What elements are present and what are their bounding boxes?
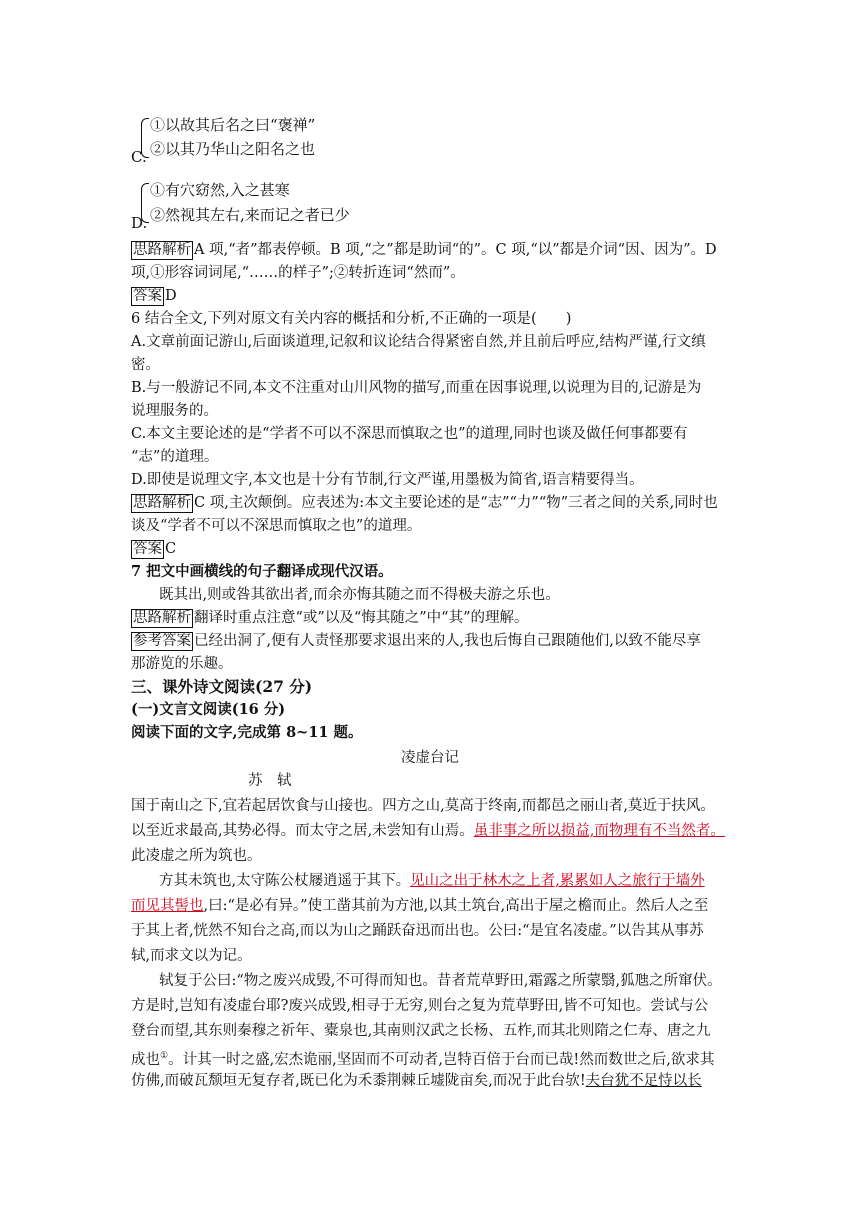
passage-p2-line-2 (131, 896, 708, 916)
analysis-label: 思路解析 (133, 495, 191, 511)
passage-text: 仿佛,而破瓦颓垣无复存者,既已化为禾黍荆棘丘墟陇亩矣,而况于此台欤! (131, 1073, 586, 1089)
option-d-letter: D. (131, 214, 148, 232)
underlined-sentence: 见山之出于林木之上者,累累如人之旅行于墙外 (410, 873, 705, 889)
option-d-line-2: ②然视其左右,来而记之者已少 (150, 206, 350, 224)
option-c-letter: C. (131, 148, 147, 166)
option-c-line-2: ②以其乃华山之阳名之也 (150, 140, 316, 158)
section-subheading: (一)文言文阅读(16 分) (131, 701, 286, 718)
q6-option-a: A.文章前面记游山,后面谈道理,记叙和议论结合得紧密自然,并且前后呼应,结构严谨,行文缜 (131, 334, 706, 350)
passage-text: 成也 (131, 1051, 160, 1068)
option-c-line-1: ①以故其后名之曰“褒禅” (150, 116, 316, 134)
q6-analysis-text: C 项,主次颠倒。应表述为:本文主要论述的是“志”“力”“物”三者之间的关系,同时也 (194, 495, 718, 511)
passage-text: 以至近求最高,其势必得。而太守之居,未尝知有山焉。 (131, 823, 474, 839)
q6-option-c-cont: “志”的道理。 (131, 449, 219, 465)
q7-stem: 7 把文中画横线的句子翻译成现代汉语。 (131, 563, 393, 580)
answer-label: 答案 (133, 541, 162, 557)
section-heading: 三、课外诗文阅读(27 分) (131, 677, 313, 696)
passage-p3-line-4 (131, 1046, 714, 1070)
q6-answer (131, 539, 176, 559)
passage-author: 苏 轼 (248, 773, 292, 789)
passage-p1-line-2 (131, 821, 725, 841)
q5-analysis (131, 240, 717, 260)
analysis-label: 思路解析 (133, 610, 191, 626)
q5-answer-value: D (165, 288, 177, 304)
passage-p3-line-5 (131, 1071, 702, 1091)
q6-analysis (131, 493, 718, 513)
q5-analysis-line-2: 项,①形容词词尾,“……的样子”;②转折连词“然而”。 (131, 265, 465, 281)
passage-p3-line-3: 登台而望,其东则秦穆之祈年、橐泉也,其南则汉武之长杨、五柞,而其北则隋之仁寿、唐之九 (131, 1023, 711, 1039)
passage-p1-line-1: 国于南山之下,宜若起居饮食与山接也。四方之山,莫高于终南,而都邑之丽山者,莫近于扶风。 (131, 798, 715, 814)
passage-p1-line-3: 此凌虚之所为筑也。 (131, 848, 262, 864)
footnote-marker: ① (160, 1051, 169, 1061)
option-d-line-1: ①有穴窈然,入之甚寒 (150, 181, 290, 199)
q7-analysis (131, 608, 528, 628)
passage-text: 方其未筑也,太守陈公杖屦逍遥于其下。 (159, 873, 411, 889)
q6-analysis-line-2: 谈及“学者不可以不深思而慎取之也”的道理。 (131, 518, 422, 534)
q6-answer-value: C (165, 541, 177, 557)
q6-stem: 6 结合全文,下列对原文有关内容的概括和分析,不正确的一项是( ) (131, 311, 572, 327)
passage-p2-line-1 (159, 871, 705, 891)
passage-text: ,曰:“是必有异。”使工凿其前为方池,以其土筑台,高出于屋之檐而止。然后人之至 (203, 898, 709, 914)
q7-sentence: 既其出,则或咎其欲出者,而余亦悔其随之而不得极夫游之乐也。 (159, 587, 560, 603)
answer-label: 答案 (133, 288, 162, 304)
q7-reference-answer (131, 631, 701, 651)
q7-reference-text: 已经出洞了,便有人责怪那要求退出来的人,我也后悔自己跟随他们,以致不能尽享 (194, 633, 701, 649)
section-instruction: 阅读下面的文字,完成第 8~11 题。 (131, 724, 363, 741)
q7-reference-answer-line-2: 那游览的乐趣。 (131, 656, 233, 672)
q5-analysis-text: A 项,“者”都表停顿。B 项,“之”都是助词“的”。C 项,“以”都是介词“因、因为”。D (194, 242, 717, 258)
underlined-sentence: 夫台犹不足恃以长 (585, 1073, 702, 1089)
reference-answer-label: 参考答案 (133, 633, 191, 649)
passage-p2-line-4: 轼,而求文以为记。 (131, 948, 252, 964)
passage-title: 凌虚台记 (401, 750, 459, 766)
q5-answer (131, 286, 177, 306)
passage-p3-line-2: 方是时,岂知有凌虚台耶?废兴成毁,相寻于无穷,则台之复为荒草野田,皆不可知也。尝试与公 (131, 998, 709, 1014)
passage-text: 。计其一时之盛,宏杰诡丽,坚固而不可动者,岂特百倍于台而已哉!然而数世之后,欲求其 (168, 1051, 715, 1068)
q6-option-c: C.本文主要论述的是“学者不可以不深思而慎取之也”的道理,同时也谈及做任何事都要有 (131, 426, 688, 442)
q6-option-b-cont: 说理服务的。 (131, 403, 218, 419)
analysis-label: 思路解析 (133, 242, 191, 258)
q6-option-d: D.即使是说理文字,本文也是十分有节制,行文严谨,用墨极为简省,语言精要得当。 (131, 472, 644, 488)
passage-p2-line-3: 于其上者,恍然不知台之高,而以为山之踊跃奋迅而出也。公曰:“是宜名凌虚。”以告其从事苏 (131, 923, 704, 939)
underlined-sentence: 而见其髻也 (131, 898, 204, 914)
q6-option-b: B.与一般游记不同,本文不注重对山川风物的描写,而重在因事说理,以说理为目的,记游是为 (131, 380, 702, 396)
q6-option-a-cont: 密。 (131, 357, 160, 373)
passage-p3-line-1: 轼复于公曰:“物之废兴成毁,不可得而知也。昔者荒草野田,霜露之所蒙翳,狐虺之所窜伏。 (159, 973, 722, 989)
underlined-sentence: 虽非事之所以损益,而物理有不当然者。 (473, 823, 725, 839)
q7-analysis-text: 翻译时重点注意“或”以及“悔其随之”中“其”的理解。 (194, 610, 529, 626)
